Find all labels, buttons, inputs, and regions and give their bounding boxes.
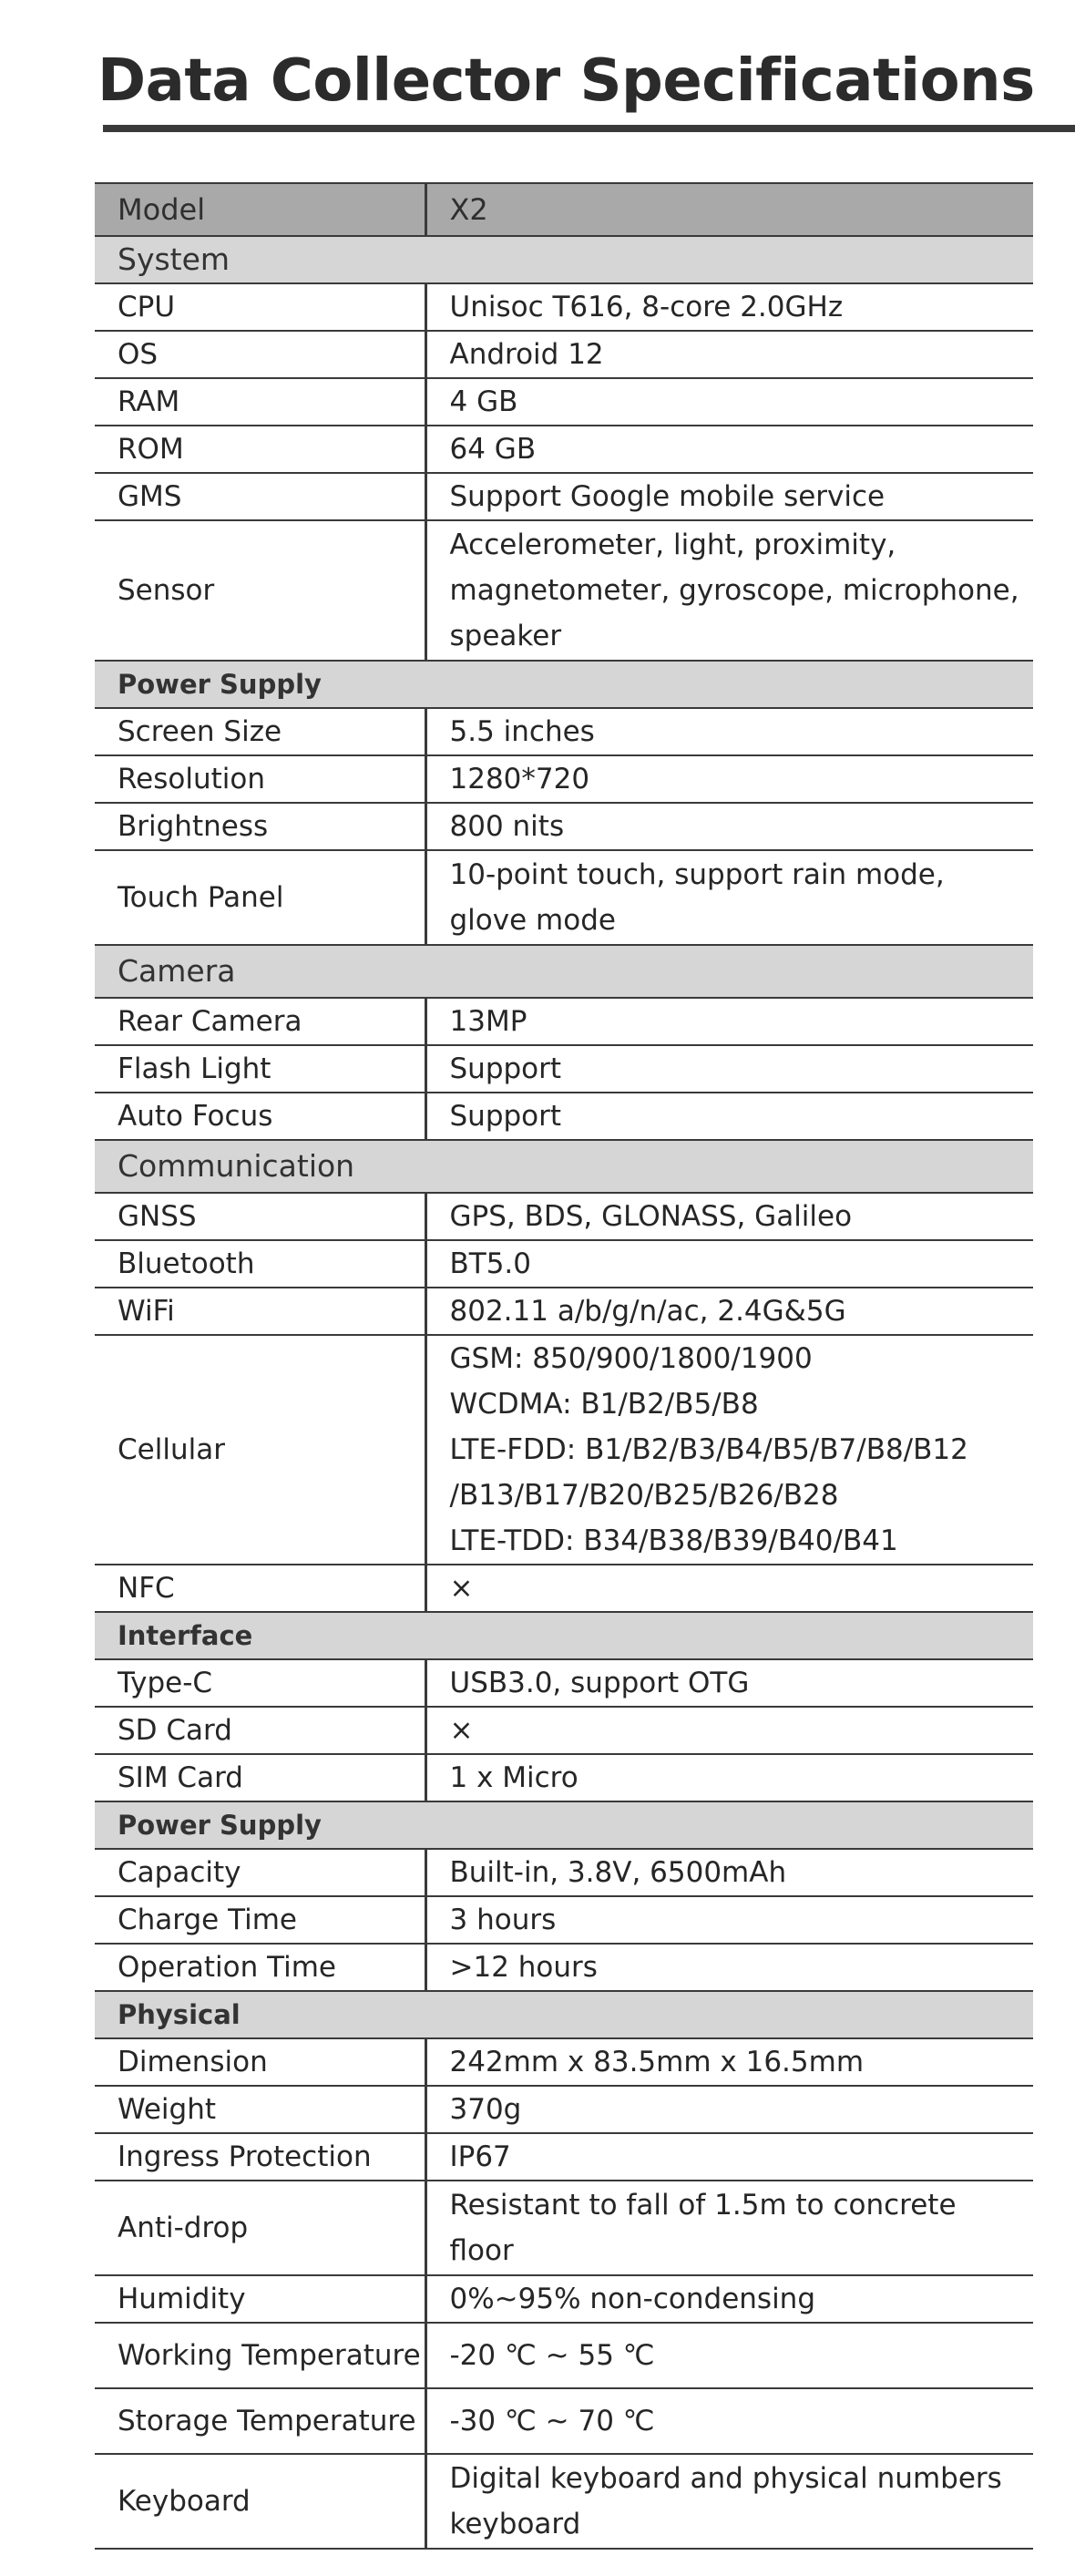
spec-row <box>95 2038 1033 2086</box>
spec-row <box>95 1240 1033 1288</box>
spec-value: Support Google mobile service <box>425 473 1033 520</box>
spec-row <box>95 1093 1033 1140</box>
spec-label: Charge Time <box>95 1896 425 1944</box>
section-header-row <box>95 661 1033 708</box>
spec-row <box>95 2275 1033 2323</box>
section-header-row <box>95 1612 1033 1659</box>
spec-row <box>95 378 1033 426</box>
spec-label: Anti-drop <box>95 2181 425 2275</box>
spec-value: 3 hours <box>425 1896 1033 1944</box>
spec-row <box>95 2181 1033 2275</box>
spec-row <box>95 2133 1033 2181</box>
section-header-row <box>95 1991 1033 2038</box>
spec-label: Type-C <box>95 1659 425 1707</box>
spec-label: Touch Panel <box>95 850 425 945</box>
spec-label: Operation Time <box>95 1944 425 1991</box>
spec-row <box>95 2323 1033 2388</box>
spec-row <box>95 1754 1033 1801</box>
spec-row <box>95 850 1033 945</box>
spec-row <box>95 2454 1033 2549</box>
spec-row <box>95 520 1033 661</box>
section-title: System <box>95 236 1033 283</box>
spec-row <box>95 2388 1033 2454</box>
spec-value-line: LTE-FDD: B1/B2/B3/B4/B5/B7/B8/B12 <box>449 1433 968 1466</box>
spec-label: Flash Light <box>95 1045 425 1093</box>
spec-value: × <box>425 1707 1033 1754</box>
spec-value-line: LTE-TDD: B34/B38/B39/B40/B41 <box>449 1524 898 1557</box>
spec-value: GPS, BDS, GLONASS, Galileo <box>425 1193 1033 1240</box>
spec-value: Accelerometer, light, proximity, magnetometer, gyroscope, microphone, speaker <box>425 520 1033 661</box>
spec-row <box>95 331 1033 378</box>
spec-row <box>95 426 1033 473</box>
spec-value: × <box>425 1565 1033 1612</box>
model-label: Model <box>95 183 425 236</box>
spec-label: RAM <box>95 378 425 426</box>
spec-value: 802.11 a/b/g/n/ac, 2.4G&5G <box>425 1288 1033 1335</box>
spec-label: ROM <box>95 426 425 473</box>
spec-value: 370g <box>425 2086 1033 2133</box>
spec-value: Digital keyboard and physical numbers keyboard <box>425 2454 1033 2549</box>
spec-value-line: /B13/B17/B20/B25/B26/B28 <box>449 1479 839 1512</box>
spec-label: Sensor <box>95 520 425 661</box>
spec-label: Auto Focus <box>95 1093 425 1140</box>
model-row <box>95 183 1033 236</box>
spec-value: IP67 <box>425 2133 1033 2181</box>
spec-row <box>95 1896 1033 1944</box>
spec-label: Screen Size <box>95 708 425 755</box>
spec-value: -20 ℃ ~ 55 ℃ <box>425 2323 1033 2388</box>
section-header-row <box>95 1801 1033 1849</box>
section-title: Power Supply <box>95 661 1033 708</box>
spec-row <box>95 1193 1033 1240</box>
spec-value: 0%~95% non-condensing <box>425 2275 1033 2323</box>
spec-label: Working Temperature <box>95 2323 425 2388</box>
spec-label: GNSS <box>95 1193 425 1240</box>
spec-table <box>95 182 1033 2550</box>
spec-value: Android 12 <box>425 331 1033 378</box>
spec-value: Support <box>425 1045 1033 1093</box>
spec-value <box>425 1335 1033 1565</box>
spec-row <box>95 1659 1033 1707</box>
spec-label: Storage Temperature <box>95 2388 425 2454</box>
spec-row <box>95 803 1033 850</box>
spec-value: Resistant to fall of 1.5m to concrete floor <box>425 2181 1033 2275</box>
spec-value: Unisoc T616, 8-core 2.0GHz <box>425 283 1033 331</box>
spec-table-body <box>95 183 1033 2549</box>
spec-label: Keyboard <box>95 2454 425 2549</box>
spec-value: USB3.0, support OTG <box>425 1659 1033 1707</box>
spec-label: Resolution <box>95 755 425 803</box>
spec-label: Cellular <box>95 1335 425 1565</box>
spec-label: OS <box>95 331 425 378</box>
section-header-row <box>95 1140 1033 1193</box>
spec-row <box>95 1944 1033 1991</box>
page-title: Data Collector Specifications <box>97 47 1035 115</box>
spec-row <box>95 755 1033 803</box>
spec-value: 4 GB <box>425 378 1033 426</box>
spec-row <box>95 1707 1033 1754</box>
spec-label: Bluetooth <box>95 1240 425 1288</box>
spec-row <box>95 2086 1033 2133</box>
spec-label: Humidity <box>95 2275 425 2323</box>
spec-label: Capacity <box>95 1849 425 1896</box>
section-header-row <box>95 236 1033 283</box>
spec-row <box>95 1045 1033 1093</box>
model-value: X2 <box>425 183 1033 236</box>
spec-value: 64 GB <box>425 426 1033 473</box>
spec-label: WiFi <box>95 1288 425 1335</box>
spec-row <box>95 1335 1033 1565</box>
spec-value: -30 ℃ ~ 70 ℃ <box>425 2388 1033 2454</box>
spec-row <box>95 1288 1033 1335</box>
spec-value: >12 hours <box>425 1944 1033 1991</box>
section-title: Physical <box>95 1991 1033 2038</box>
spec-label: SIM Card <box>95 1754 425 1801</box>
spec-row <box>95 1849 1033 1896</box>
spec-label: Weight <box>95 2086 425 2133</box>
spec-label: CPU <box>95 283 425 331</box>
spec-label: Dimension <box>95 2038 425 2086</box>
title-underline <box>103 125 1075 132</box>
spec-value: 1 x Micro <box>425 1754 1033 1801</box>
spec-value: Support <box>425 1093 1033 1140</box>
spec-label: NFC <box>95 1565 425 1612</box>
spec-value: BT5.0 <box>425 1240 1033 1288</box>
spec-label: Ingress Protection <box>95 2133 425 2181</box>
spec-value-line: WCDMA: B1/B2/B5/B8 <box>449 1388 759 1421</box>
spec-value: Built-in, 3.8V, 6500mAh <box>425 1849 1033 1896</box>
section-title: Camera <box>95 945 1033 998</box>
spec-label: Rear Camera <box>95 998 425 1045</box>
spec-row <box>95 283 1033 331</box>
spec-label: GMS <box>95 473 425 520</box>
spec-value: 13MP <box>425 998 1033 1045</box>
spec-row <box>95 1565 1033 1612</box>
section-title: Communication <box>95 1140 1033 1193</box>
spec-label: Brightness <box>95 803 425 850</box>
spec-row <box>95 998 1033 1045</box>
section-header-row <box>95 945 1033 998</box>
spec-label: SD Card <box>95 1707 425 1754</box>
spec-row <box>95 473 1033 520</box>
spec-value-line: GSM: 850/900/1800/1900 <box>449 1342 813 1375</box>
spec-value: 242mm x 83.5mm x 16.5mm <box>425 2038 1033 2086</box>
spec-row <box>95 708 1033 755</box>
spec-value: 1280*720 <box>425 755 1033 803</box>
section-title: Power Supply <box>95 1801 1033 1849</box>
spec-value: 5.5 inches <box>425 708 1033 755</box>
spec-value: 10-point touch, support rain mode, glove mode <box>425 850 1033 945</box>
spec-value: 800 nits <box>425 803 1033 850</box>
section-title: Interface <box>95 1612 1033 1659</box>
